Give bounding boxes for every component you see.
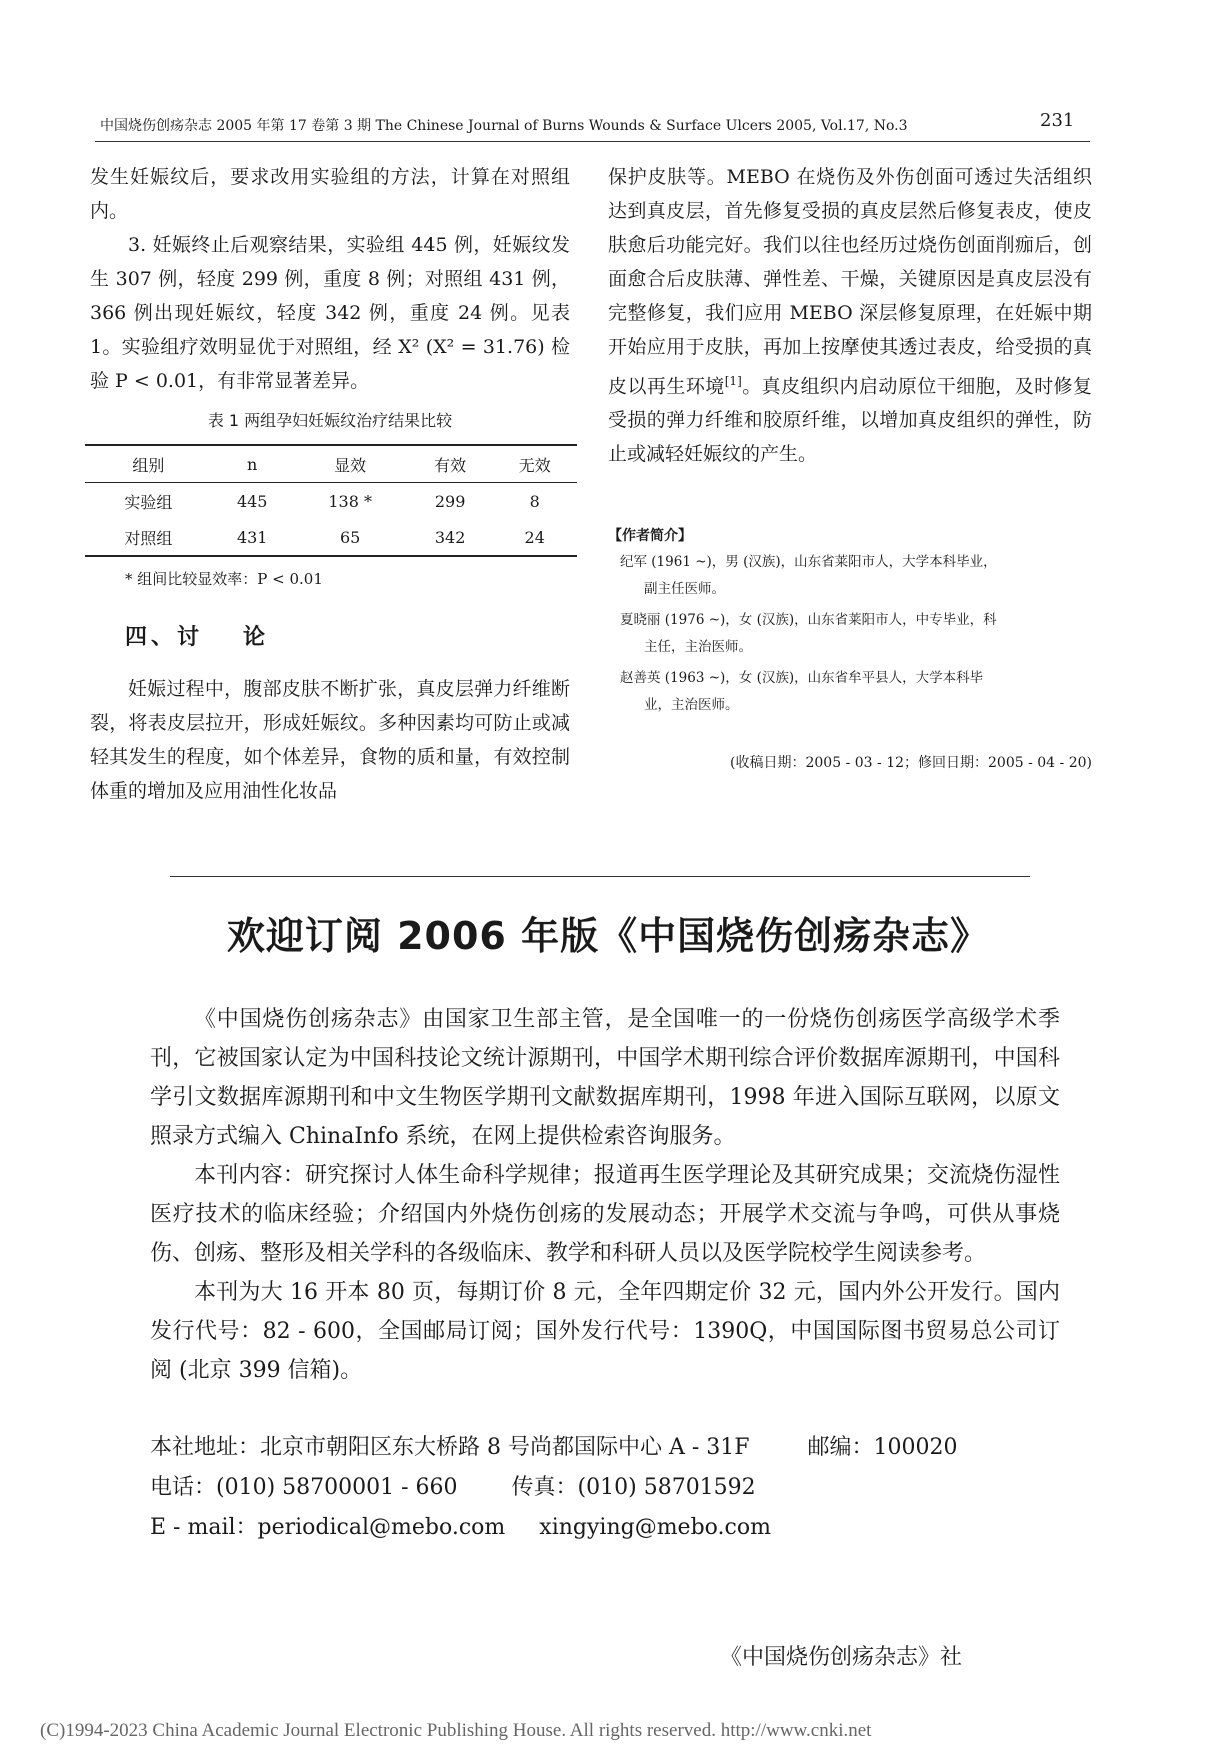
paragraph [608,160,1092,471]
paragraph: 本刊为大 16 开本 80 页，每期订价 8 元，全年四期定价 32 元，国内外公开发行。国内发行代号：82 - 600，全国邮局订阅；国外发行代号：1390Q，中国国际图书贸易总公司订阅 (北京 399 信箱)。 [150,1280,1060,1383]
author-line: 夏晓丽 (1976 ~)，女 (汉族)，山东省莱阳市人，中专毕业，科 [620,612,997,628]
publisher-signature: 《中国烧伤创疡杂志》社 [720,1645,963,1670]
fax: 传真：(010) 58701592 [511,1475,756,1500]
section-title-part: 论 [243,625,270,650]
table-header-cell: 无效 [518,455,551,475]
table-cell: 299 [434,491,466,511]
author-heading: 【作者简介】 [608,528,692,544]
results-table [85,444,577,557]
contact-address [150,1430,958,1461]
table-row [85,483,577,520]
table-cell: 24 [524,527,545,547]
received-date: (收稿日期：2005 - 03 - 12；修回日期：2005 - 04 - 20) [730,755,1092,771]
table-cell: 8 [529,491,540,511]
table-cell: 实验组 [124,492,173,512]
section-title-part: 四、讨 [125,625,204,650]
table-row [85,519,577,556]
phone: 电话：(010) 58700001 - 660 [150,1475,458,1500]
author-line: 副主任医师。 [644,581,725,597]
table-header-cell: n [247,454,258,474]
author-line: 业，主治医师。 [644,697,739,713]
paragraph: 3. 妊娠终止后观察结果，实验组 445 例，妊娠纹发生 307 例，轻度 299 例，重度 8 例；对照组 431 例，366 例出现妊娠纹，轻度 342 例，重度 24 例。见表 1。实验组疗效明显优于对照组，经 X² (X² = 31.76) 检验 P < 0.01，有非常显著差异。 [90,234,570,392]
ad-body [150,1000,1060,1390]
author-entry [608,665,1092,719]
table-header-cell: 组别 [132,455,165,475]
table-cell: 342 [434,527,466,547]
author-line: 纪军 (1961 ~)，男 (汉族)，山东省莱阳市人，大学本科毕业， [620,554,997,570]
table-cell: 65 [340,527,361,547]
table-header-cell: 有效 [434,455,467,475]
ad-title: 欢迎订阅 2006 年版《中国烧伤创疡杂志》 [226,914,990,958]
left-column [90,160,570,398]
table-cell: 431 [236,527,268,547]
contact-email [150,1510,771,1541]
table-note: * 组间比较显效率：P < 0.01 [125,570,323,588]
copyright-footer: (C)1994-2023 China Academic Journal Electronic Publishing House. All rights reserved. http://www.cnki.net [40,1720,872,1741]
address: 本社地址：北京市朝阳区东大桥路 8 号尚都国际中心 A - 31F [150,1435,750,1460]
table-header-row [85,445,577,483]
table-cell: 445 [236,491,268,511]
right-column [608,160,1092,471]
postcode: 邮编：100020 [807,1435,958,1460]
author-line: 主任，主治医师。 [644,639,752,655]
paragraph: 妊娠过程中，腹部皮肤不断扩张，真皮层弹力纤维断裂，将表皮层拉开，形成妊娠纹。多种因素均可防止或减轻其发生的程度，如个体差异，食物的质和量，有效控制体重的增加及应用油性化妆品 [90,678,570,802]
discussion-body [90,672,570,808]
section-title [125,620,269,651]
paragraph: 发生妊娠纹后，要求改用实验组的方法，计算在对照组内。 [90,166,570,222]
section-divider [170,876,1030,877]
paragraph: 《中国烧伤创疡杂志》由国家卫生部主管，是全国唯一的一份烧伤创疡医学高级学术季刊，它被国家认定为中国科技论文统计源期刊，中国学术期刊综合评价数据库源期刊，中国科学引文数据库源期刊和中文生物医学期刊文献数据库期刊，1998 年进入国际互联网，以原文照录方式编入 ChinaInfo 系统，在网上提供检索咨询服务。 [150,1007,1060,1149]
email: E - mail：periodical@mebo.com [150,1515,506,1540]
author-entry [608,549,1092,603]
table-cell: 对照组 [124,528,173,548]
header-rule [95,141,1090,142]
author-line: 赵善英 (1963 ~)，女 (汉族)，山东省牟平县人，大学本科毕 [620,670,984,686]
email: xingying@mebo.com [539,1515,771,1540]
running-header: 中国烧伤创疡杂志 2005 年第 17 卷第 3 期 The Chinese Journal of Burns Wounds & Surface Ulcers 2005, Vol.17, No.3 [100,118,908,134]
paragraph: 本刊内容：研究探讨人体生命科学规律；报道再生医学理论及其研究成果；交流烧伤湿性医疗技术的临床经验；介绍国内外烧伤创疡的发展动态；开展学术交流与争鸣，可供从事烧伤、创疡、整形及相关学科的各级临床、教学和科研人员以及医学院校学生阅读参考。 [150,1163,1060,1266]
author-entry [608,607,1092,661]
contact-phone [150,1470,756,1501]
reference-marker: [1] [724,374,742,388]
paragraph-text: 。真皮组织内启动原位干细胞，及时修复受损的弹力纤维和胶原纤维，以增加真皮组织的弹性，防止或减轻妊娠纹的产生。 [608,375,1092,466]
page-number: 231 [1040,110,1075,131]
table-header-cell: 显效 [334,455,367,475]
table-cell: 138 * [328,491,372,511]
table-caption: 表 1 两组孕妇妊娠纹治疗结果比较 [207,411,453,430]
paragraph-text: 保护皮肤等。MEBO 在烧伤及外伤创面可透过失活组织达到真皮层，首先修复受损的真皮层然后修复表皮，使皮肤愈后功能完好。我们以往也经历过烧伤创面削痂后，创面愈合后皮肤薄、弹性差、干燥，关键原因是真皮层没有完整修复，我们应用 MEBO 深层修复原理，在妊娠中期开始应用于皮肤，再加上按摩使其透过表皮，给受损的真皮以再生环境 [608,166,1092,398]
